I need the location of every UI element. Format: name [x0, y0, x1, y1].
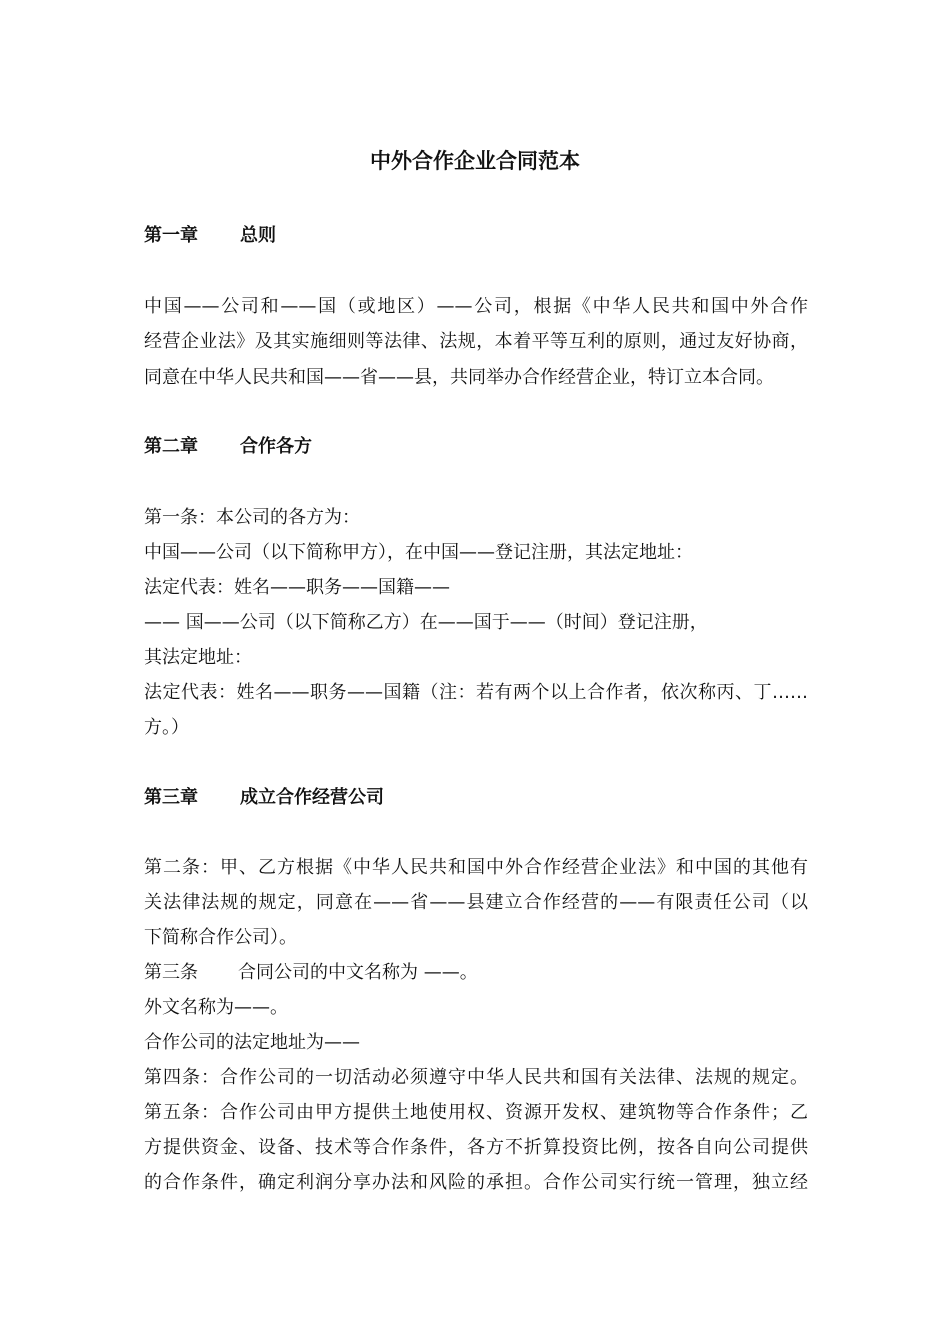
paragraph-line: 关法律法规的规定，同意在——省——县建立合作经营的——有限责任公司（以 [144, 892, 808, 913]
paragraph-line: 下简称合作公司）。 [144, 927, 297, 948]
paragraph-line: 第五条：合作公司由甲方提供土地使用权、资源开发权、建筑物等合作条件；乙 [144, 1102, 808, 1123]
paragraph-line: 方提供资金、设备、技术等合作条件，各方不折算投资比例，按各自向公司提供 [144, 1137, 808, 1158]
paragraph-line: 法定代表：姓名——职务——国籍（注：若有两个以上合作者，依次称丙、丁…… [144, 682, 808, 703]
chapter-title: 成立合作经营公司 [240, 787, 384, 808]
chapter-1-heading [144, 223, 276, 249]
chapter-title: 总则 [240, 225, 276, 246]
chapter-number: 第一章 [144, 225, 198, 246]
document-title: 中外合作企业合同范本 [370, 149, 580, 173]
paragraph-line: 其法定地址： [144, 647, 252, 668]
paragraph-line: 法定代表：姓名——职务——国籍—— [144, 577, 450, 598]
paragraph-line: 合作公司的法定地址为—— [144, 1032, 360, 1053]
paragraph-line: 第二条：甲、乙方根据《中华人民共和国中外合作经营企业法》和中国的其他有 [144, 857, 808, 878]
paragraph-line: 经营企业法》及其实施细则等法律、法规，本着平等互利的原则，通过友好协商， [144, 331, 808, 352]
article-text: 合同公司的中文名称为 ——。 [238, 962, 478, 983]
paragraph-line: 方。） [144, 717, 189, 738]
chapter-3-heading [144, 785, 384, 811]
paragraph-line: 的合作条件，确定利润分享办法和风险的承担。合作公司实行统一管理，独立经 [144, 1172, 808, 1193]
paragraph-line: —— 国——公司（以下简称乙方）在——国于——（时间）登记注册， [144, 612, 708, 633]
chapter-number: 第二章 [144, 436, 198, 457]
chapter-title: 合作各方 [240, 436, 312, 457]
paragraph-line: 第一条：本公司的各方为： [144, 507, 360, 528]
paragraph-line: 中国——公司和——国（或地区）——公司，根据《中华人民共和国中外合作 [144, 296, 808, 317]
article-3-line [144, 960, 808, 986]
chapter-number: 第三章 [144, 787, 198, 808]
paragraph-line: 外文名称为——。 [144, 997, 288, 1018]
article-label: 第三条 [144, 962, 198, 983]
paragraph-line: 同意在中华人民共和国——省——县，共同举办合作经营企业，特订立本合同。 [144, 367, 774, 388]
paragraph-line: 第四条：合作公司的一切活动必须遵守中华人民共和国有关法律、法规的规定。 [144, 1067, 808, 1088]
paragraph-line: 中国——公司（以下简称甲方），在中国——登记注册，其法定地址： [144, 542, 693, 563]
chapter-2-heading [144, 434, 312, 460]
